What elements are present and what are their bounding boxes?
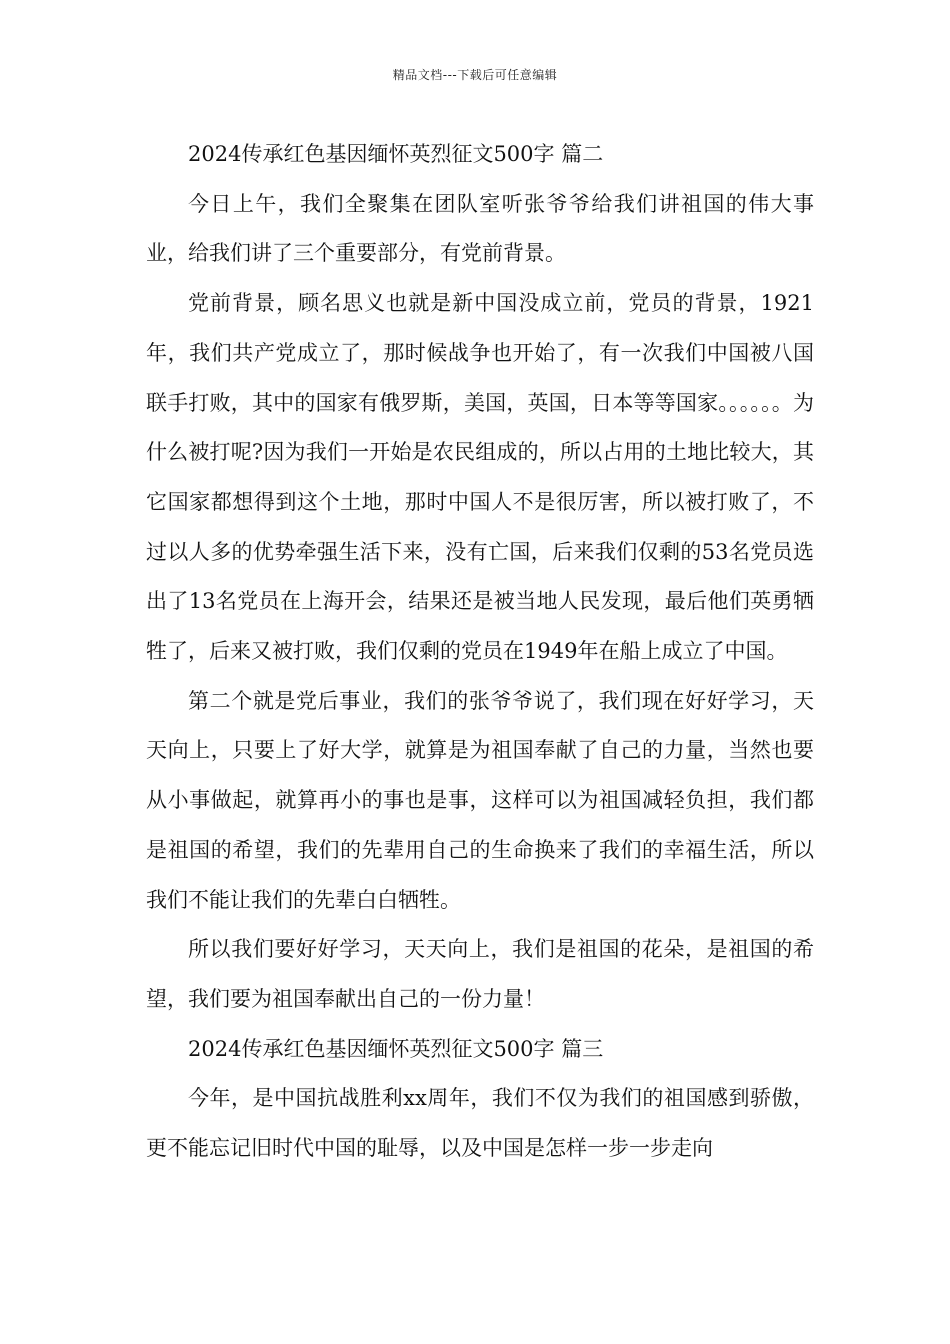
paragraph: 党前背景，顾名思义也就是新中国没成立前，党员的背景，1921年，我们共产党成立了，那时候战争也开始了，有一次我们中国被八国联手打败，其中的国家有俄罗斯，美国，英国，日本等等国家。。。。。。为什么被打呢?因为我们一开始是农民组成的，所以占用的土地比较大，其它国家都想得到这个土地，那时中国人不是很厉害，所以被打败了，不过以人多的优势牵强生活下来，没有亡国，后来我们仅剩的53名党员选出了13名党员在上海开会，结果还是被当地人民发现，最后他们英勇牺牲了，后来又被打败，我们仅剩的党员在1949年在船上成立了中国。 — [146, 291, 814, 664]
paragraph: 第二个就是党后事业，我们的张爷爷说了，我们现在好好学习，天天向上，只要上了好大学，就算是为祖国奉献了自己的力量，当然也要从小事做起，就算再小的事也是事，这样可以为祖国减轻负担，我们都是祖国的希望，我们的先辈用自己的生命换来了我们的幸福生活，所以我们不能让我们的先辈白白牺牲。 — [146, 688, 814, 912]
paragraph: 今年，是中国抗战胜利xx周年，我们不仅为我们的祖国感到骄傲，更不能忘记旧时代中国的耻辱，以及中国是怎样一步一步走向 — [146, 1086, 814, 1161]
section-heading-part-2: 2024传承红色基因缅怀英烈征文500字 篇二 — [188, 142, 604, 166]
paragraph: 今日上午，我们全聚集在团队室听张爷爷给我们讲祖国的伟大事业，给我们讲了三个重要部分，有党前背景。 — [146, 191, 814, 266]
document-body — [146, 130, 814, 1174]
paragraph: 所以我们要好好学习，天天向上，我们是祖国的花朵，是祖国的希望，我们要为祖国奉献出自己的一份力量！ — [146, 937, 814, 1011]
page-header: 精品文档---下载后可任意编辑 — [392, 68, 558, 82]
section-heading-part-3: 2024传承红色基因缅怀英烈征文500字 篇三 — [188, 1036, 604, 1061]
